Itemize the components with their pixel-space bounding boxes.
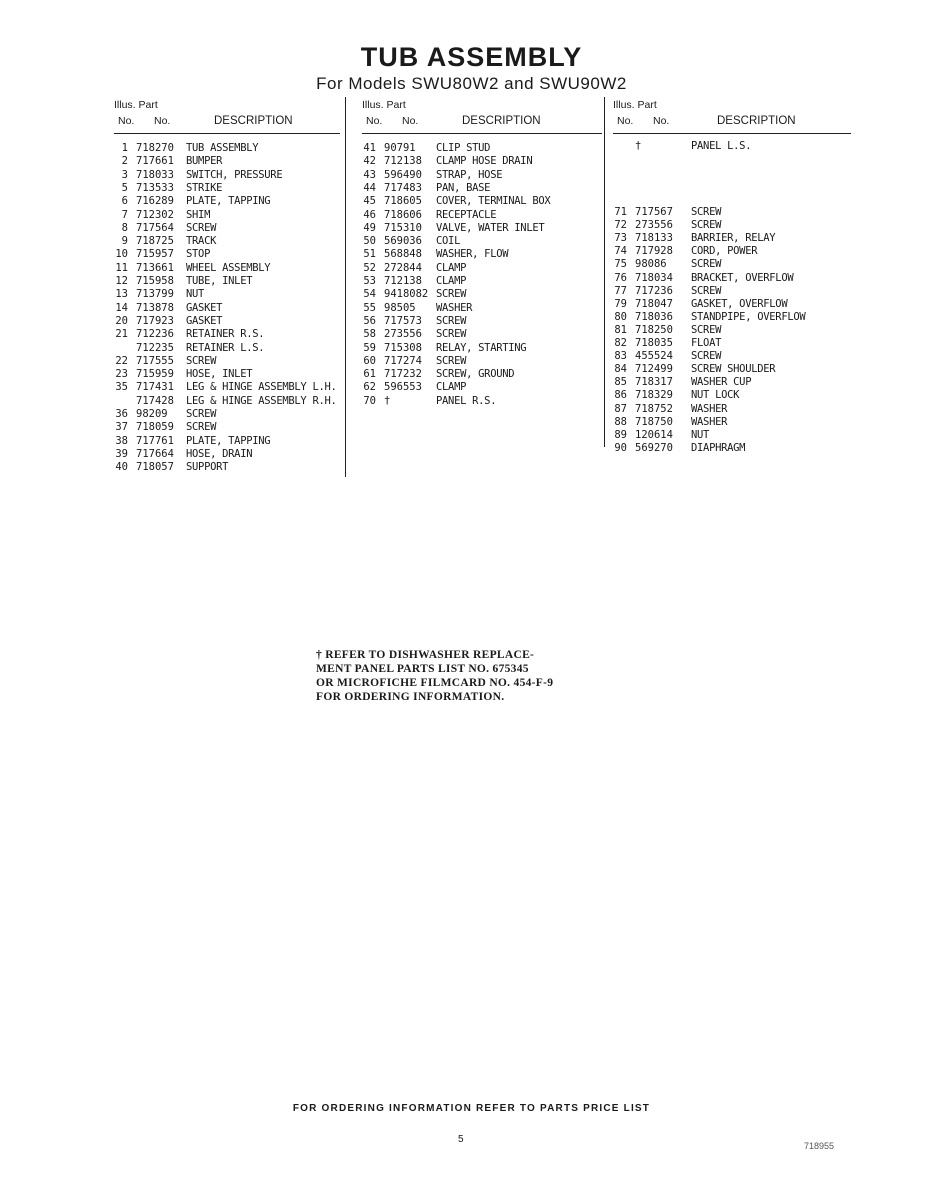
part-description: RETAINER R.S.	[186, 328, 265, 341]
part-description: BARRIER, RELAY	[691, 232, 776, 245]
part-number: 717564	[136, 221, 174, 234]
part-number: 713799	[136, 288, 174, 301]
part-number: 715310	[384, 221, 422, 234]
illus-number: 89	[614, 428, 627, 441]
illus-number: 62	[363, 381, 376, 394]
part-description: GASKET, OVERFLOW	[691, 297, 788, 310]
illus-number: 61	[363, 368, 376, 381]
part-row	[613, 376, 851, 389]
part-description: SWITCH, PRESSURE	[186, 168, 283, 181]
part-number: 718033	[136, 168, 174, 181]
part-number: 717236	[635, 284, 673, 297]
part-number: 712138	[384, 275, 422, 287]
header-description: DESCRIPTION	[717, 115, 796, 127]
part-row	[362, 155, 602, 168]
part-description: VALVE, WATER INLET	[436, 221, 545, 234]
part-number: 718059	[136, 421, 174, 434]
parts-column-3	[613, 97, 851, 454]
header-part-no: No.	[154, 115, 171, 127]
part-description: PANEL R.S.	[436, 394, 497, 407]
part-number: 718270	[136, 142, 174, 154]
illus-number: 42	[363, 155, 376, 168]
page-subtitle: For Models SWU80W2 and SWU90W2	[316, 74, 627, 93]
part-description: STOP	[186, 248, 211, 261]
part-description: STANDPIPE, OVERFLOW	[691, 310, 806, 323]
part-number: 272844	[384, 261, 422, 274]
part-number: 717274	[384, 354, 422, 367]
part-number: 718750	[635, 415, 673, 428]
part-number: 717428	[136, 394, 174, 407]
part-row	[362, 169, 602, 182]
note-line: OR MICROFICHE FILMCARD NO. 454-F-9	[316, 677, 554, 689]
part-description: SCREW SHOULDER	[691, 363, 776, 376]
part-number: 718035	[635, 337, 673, 349]
part-description: CLAMP HOSE DRAIN	[436, 155, 533, 168]
header-part-no: No.	[402, 115, 419, 127]
part-number: †	[635, 140, 642, 152]
illus-number: 73	[614, 232, 627, 245]
part-description: RECEPTACLE	[436, 208, 497, 221]
part-description: NUT	[186, 288, 205, 301]
part-row	[362, 302, 602, 315]
part-number: 120614	[635, 428, 673, 441]
panel-reference-note	[316, 648, 616, 704]
part-description: LEG & HINGE ASSEMBLY L.H.	[186, 381, 337, 394]
part-number: 712235	[136, 341, 174, 354]
part-description: FLOAT	[691, 337, 722, 349]
part-description: BRACKET, OVERFLOW	[691, 271, 794, 284]
part-row	[613, 350, 851, 363]
part-description: STRIKE	[186, 181, 223, 194]
illus-number: 41	[363, 142, 376, 154]
part-row	[114, 355, 340, 368]
illus-number: 12	[115, 275, 128, 287]
part-number: 718725	[136, 235, 174, 248]
part-row	[114, 461, 340, 474]
part-description: SCREW	[691, 350, 722, 363]
part-description: WASHER, FLOW	[436, 248, 509, 261]
part-row	[114, 222, 340, 235]
part-row	[362, 315, 602, 328]
part-description: GASKET	[186, 301, 223, 314]
part-number: 718329	[635, 389, 673, 402]
part-row	[613, 245, 851, 258]
part-row	[613, 219, 851, 232]
part-row	[114, 195, 340, 208]
illus-number: 38	[115, 434, 128, 447]
illus-number: 45	[363, 195, 376, 208]
part-row	[114, 155, 340, 168]
part-number: 718250	[635, 323, 673, 336]
header-illus-part: Illus. Part	[114, 99, 158, 111]
illus-number: 58	[363, 328, 376, 341]
part-row	[362, 209, 602, 222]
column-header	[114, 97, 340, 134]
part-description: SCREW, GROUND	[436, 368, 515, 381]
part-number: 713661	[136, 261, 174, 274]
part-number: 712302	[136, 208, 174, 221]
part-row	[114, 395, 340, 408]
part-description: SCREW	[436, 328, 467, 341]
part-number: 717232	[384, 368, 422, 381]
part-number: 717431	[136, 381, 174, 394]
part-row	[362, 275, 602, 288]
part-row	[114, 435, 340, 448]
parts-column-1	[114, 97, 340, 474]
part-row	[114, 328, 340, 341]
illus-number: 23	[115, 368, 128, 381]
part-number: 716289	[136, 195, 174, 208]
illus-number: 7	[121, 208, 128, 221]
document-code: 718955	[804, 1141, 835, 1151]
part-row	[362, 395, 602, 408]
illus-number: 50	[363, 235, 376, 248]
part-number: 98505	[384, 301, 416, 314]
illus-number: 81	[614, 323, 627, 336]
illus-number: 10	[115, 248, 128, 261]
part-number: 715959	[136, 368, 174, 381]
illus-number: 79	[614, 297, 627, 310]
header-illus-part: Illus. Part	[613, 99, 657, 111]
part-number: 98209	[136, 408, 168, 420]
header-description: DESCRIPTION	[214, 115, 293, 127]
illus-number: 55	[363, 301, 376, 314]
illus-number: 53	[363, 275, 376, 287]
part-number: 596490	[384, 168, 422, 181]
illus-number: 9	[121, 235, 128, 248]
part-description: TUBE, INLET	[186, 275, 253, 287]
part-description: PANEL L.S.	[691, 140, 752, 152]
part-number: 713533	[136, 181, 174, 194]
note-line: MENT PANEL PARTS LIST NO. 675345	[316, 663, 529, 675]
part-number: 717664	[136, 447, 174, 460]
part-row	[114, 421, 340, 434]
part-number: 90791	[384, 142, 416, 154]
part-description: WASHER CUP	[691, 376, 752, 389]
part-row	[613, 232, 851, 245]
part-row	[362, 182, 602, 195]
part-description: SCREW	[436, 314, 467, 327]
illus-number: 44	[363, 181, 376, 194]
part-number: 717573	[384, 314, 422, 327]
part-row	[613, 337, 851, 350]
part-row	[362, 368, 602, 381]
part-row	[362, 355, 602, 368]
header-illus-no: No.	[366, 115, 383, 127]
part-row	[613, 298, 851, 311]
illus-number: 56	[363, 314, 376, 327]
part-number: 455524	[635, 350, 673, 363]
illus-number: 8	[121, 221, 128, 234]
part-row	[613, 285, 851, 298]
column-header	[613, 97, 851, 134]
part-number: 718047	[635, 297, 673, 310]
part-description: PAN, BASE	[436, 181, 491, 194]
part-number: 717567	[635, 206, 673, 218]
part-description: CLAMP	[436, 275, 467, 287]
part-description: STRAP, HOSE	[436, 168, 503, 181]
part-row	[362, 195, 602, 208]
illus-number: 6	[121, 195, 128, 208]
part-row	[362, 342, 602, 355]
part-description: CLIP STUD	[436, 142, 491, 154]
illus-number: 86	[614, 389, 627, 402]
part-row	[114, 262, 340, 275]
column-header	[362, 97, 602, 134]
column-divider	[604, 97, 605, 447]
part-description: SCREW	[186, 408, 217, 420]
part-description: PLATE, TAPPING	[186, 434, 271, 447]
part-description: SCREW	[436, 354, 467, 367]
column-divider	[345, 97, 346, 477]
part-description: RELAY, STARTING	[436, 341, 527, 354]
note-line: † REFER TO DISHWASHER REPLACE-	[316, 649, 535, 661]
illus-number: 77	[614, 284, 627, 297]
part-number: 718317	[635, 376, 673, 389]
part-row	[613, 429, 851, 442]
part-description: WHEEL ASSEMBLY	[186, 261, 271, 274]
part-description: RETAINER L.S.	[186, 341, 265, 354]
header-illus-part: Illus. Part	[362, 99, 406, 111]
part-description: WASHER	[691, 402, 728, 415]
part-number: 712499	[635, 363, 673, 376]
part-description: SCREW	[186, 221, 217, 234]
illus-number: 72	[614, 219, 627, 232]
illus-number: 5	[121, 181, 128, 194]
illus-number: 75	[614, 258, 627, 271]
part-row	[114, 182, 340, 195]
part-number: 717928	[635, 245, 673, 258]
parts-column-2	[362, 97, 602, 407]
part-number: 713878	[136, 301, 174, 314]
part-row	[613, 324, 851, 337]
part-number: 712138	[384, 155, 422, 168]
part-description: TRACK	[186, 235, 217, 248]
illus-number: 90	[614, 441, 627, 454]
part-row	[613, 416, 851, 429]
illus-number: 71	[614, 206, 627, 218]
part-number: 717923	[136, 314, 174, 327]
illus-number: 54	[363, 288, 376, 301]
part-description: SCREW	[186, 421, 217, 434]
part-number: 98086	[635, 258, 667, 271]
illus-number: 88	[614, 415, 627, 428]
part-row	[114, 342, 340, 355]
part-number: 273556	[635, 219, 673, 232]
illus-number: 39	[115, 447, 128, 460]
part-number: 718606	[384, 208, 422, 221]
part-number: 596553	[384, 381, 422, 394]
part-row	[362, 222, 602, 235]
note-line: FOR ORDERING INFORMATION.	[316, 691, 505, 703]
part-row	[362, 381, 602, 394]
illus-number: 14	[115, 301, 128, 314]
illus-number: 35	[115, 381, 128, 394]
part-row	[362, 142, 602, 155]
illus-number: 13	[115, 288, 128, 301]
part-description: COVER, TERMINAL BOX	[436, 195, 551, 208]
part-row	[114, 209, 340, 222]
part-number: 715308	[384, 341, 422, 354]
part-row	[362, 288, 602, 301]
part-description: PLATE, TAPPING	[186, 195, 271, 208]
part-description: NUT	[691, 428, 710, 441]
part-row	[362, 262, 602, 275]
page-number: 5	[458, 1134, 464, 1145]
part-row	[613, 311, 851, 324]
part-description: TUB ASSEMBLY	[186, 142, 259, 154]
part-description: CORD, POWER	[691, 245, 758, 258]
illus-number: 2	[121, 155, 128, 168]
part-description: WASHER	[436, 301, 473, 314]
part-number: 712236	[136, 328, 174, 341]
illus-number: 52	[363, 261, 376, 274]
part-row	[613, 403, 851, 416]
part-row	[362, 328, 602, 341]
illus-number: 20	[115, 314, 128, 327]
illus-number: 37	[115, 421, 128, 434]
part-row	[114, 248, 340, 261]
part-row	[613, 206, 851, 219]
illus-number: 51	[363, 248, 376, 261]
part-number: 718036	[635, 310, 673, 323]
part-description: SCREW	[691, 323, 722, 336]
part-description: SUPPORT	[186, 461, 229, 474]
illus-number: 87	[614, 402, 627, 415]
part-description: CLAMP	[436, 261, 467, 274]
part-number: 717661	[136, 155, 174, 168]
part-description: DIAPHRAGM	[691, 441, 746, 454]
part-description: SCREW	[691, 219, 722, 232]
part-row	[613, 389, 851, 402]
header-description: DESCRIPTION	[462, 115, 541, 127]
part-number: 569270	[635, 441, 673, 454]
part-number: 718605	[384, 195, 422, 208]
part-description: CLAMP	[436, 381, 467, 394]
part-description: GASKET	[186, 314, 223, 327]
header-illus-no: No.	[118, 115, 135, 127]
part-row	[114, 381, 340, 394]
part-row	[613, 363, 851, 376]
illus-number: 49	[363, 221, 376, 234]
part-description: SCREW	[691, 258, 722, 271]
part-row	[114, 408, 340, 421]
part-number: 718133	[635, 232, 673, 245]
illus-number: 80	[614, 310, 627, 323]
part-row	[613, 140, 851, 153]
part-number: 715957	[136, 248, 174, 261]
illus-number: 82	[614, 337, 627, 349]
part-description: HOSE, INLET	[186, 368, 253, 381]
part-row	[613, 272, 851, 285]
part-number: 718752	[635, 402, 673, 415]
part-number: 9418082	[384, 288, 429, 301]
part-row	[114, 142, 340, 155]
part-row	[114, 302, 340, 315]
part-number: 569036	[384, 235, 422, 248]
part-row	[114, 315, 340, 328]
part-number: 715958	[136, 275, 174, 287]
illus-number: 21	[115, 328, 128, 341]
illus-number: 1	[121, 142, 128, 154]
illus-number: 46	[363, 208, 376, 221]
part-row	[362, 235, 602, 248]
part-row	[114, 169, 340, 182]
part-row	[362, 248, 602, 261]
illus-number: 83	[614, 350, 627, 363]
part-description: SHIM	[186, 208, 211, 221]
part-number: 717483	[384, 181, 422, 194]
illus-number: 84	[614, 363, 627, 376]
illus-number: 76	[614, 271, 627, 284]
part-number: 273556	[384, 328, 422, 341]
part-row	[613, 442, 851, 455]
part-description: COIL	[436, 235, 461, 248]
part-description: SCREW	[186, 354, 217, 367]
header-illus-no: No.	[617, 115, 634, 127]
part-number: 718034	[635, 271, 673, 284]
part-number: 718057	[136, 461, 174, 474]
illus-number: 74	[614, 245, 627, 258]
part-description: SCREW	[691, 206, 722, 218]
header-part-no: No.	[653, 115, 670, 127]
part-description: SCREW	[436, 288, 467, 301]
illus-number: 85	[614, 376, 627, 389]
ordering-footer: FOR ORDERING INFORMATION REFER TO PARTS PRICE LIST	[292, 1103, 651, 1114]
part-description: HOSE, DRAIN	[186, 447, 253, 460]
illus-number: 70	[363, 394, 376, 407]
part-description: WASHER	[691, 415, 728, 428]
part-number: 568848	[384, 248, 422, 261]
part-description: LEG & HINGE ASSEMBLY R.H.	[186, 394, 337, 407]
illus-number: 11	[115, 261, 128, 274]
part-number: †	[384, 394, 391, 407]
page-title: TUB ASSEMBLY	[360, 42, 583, 72]
part-row	[114, 288, 340, 301]
part-description: SCREW	[691, 284, 722, 297]
illus-number: 36	[115, 408, 128, 420]
illus-number: 43	[363, 168, 376, 181]
illus-number: 22	[115, 354, 128, 367]
part-number: 717761	[136, 434, 174, 447]
illus-number: 59	[363, 341, 376, 354]
part-row	[114, 448, 340, 461]
part-row	[114, 275, 340, 288]
part-description: BUMPER	[186, 155, 223, 168]
part-description: NUT LOCK	[691, 389, 740, 402]
illus-number: 3	[121, 168, 128, 181]
part-row	[114, 235, 340, 248]
illus-number: 40	[115, 461, 128, 474]
part-number: 717555	[136, 354, 174, 367]
part-row	[114, 368, 340, 381]
illus-number: 60	[363, 354, 376, 367]
part-row	[613, 258, 851, 271]
